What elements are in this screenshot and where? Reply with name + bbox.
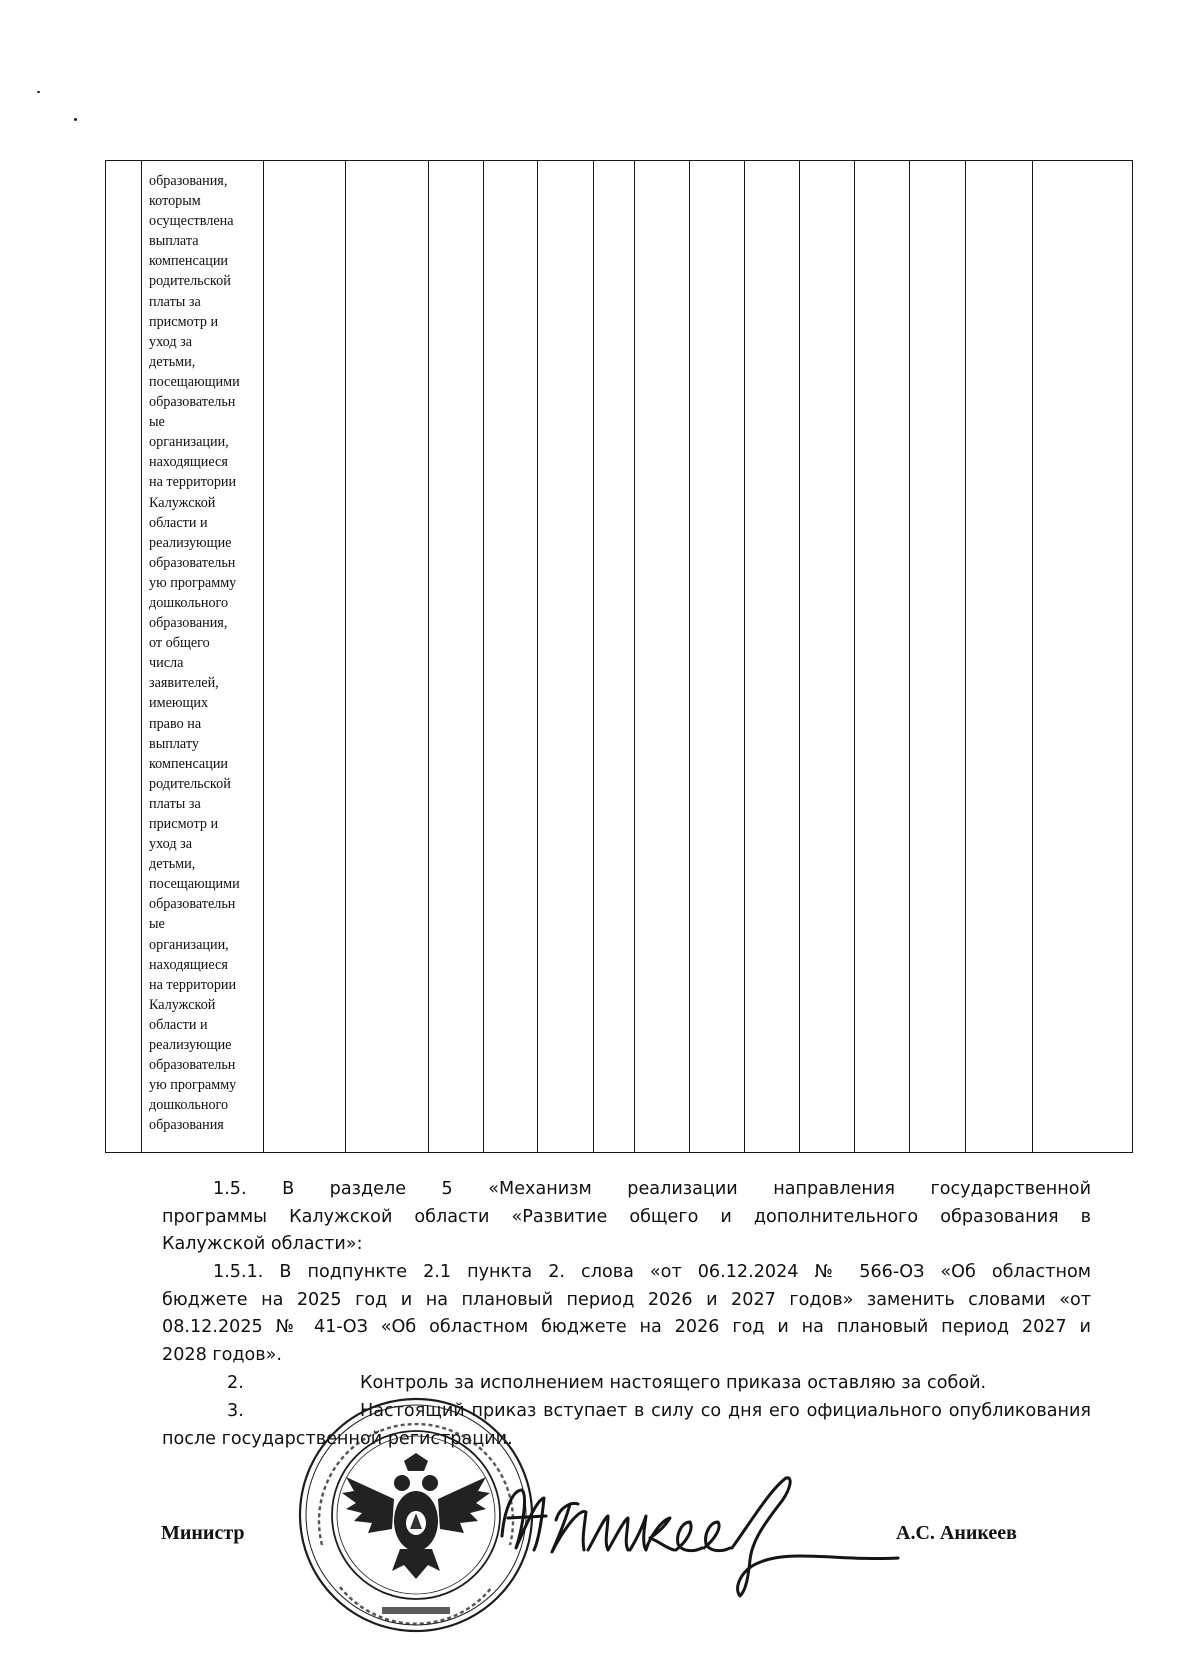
indicators-table xyxy=(105,160,1132,1153)
paragraph-1-5-1 xyxy=(162,1259,1091,1369)
paragraph-line: после государственной регистрации. xyxy=(162,1428,513,1449)
indicators-table-grid xyxy=(105,160,1133,1153)
scan-speck xyxy=(74,118,77,121)
table-cell-number xyxy=(106,161,142,1153)
table-cell xyxy=(745,161,800,1153)
table-row xyxy=(106,161,1133,1153)
table-cell xyxy=(1033,161,1133,1153)
table-cell xyxy=(346,161,429,1153)
paragraph-line xyxy=(162,1370,1091,1398)
paragraph-line: 1.5.1. В подпункте 2.1 пункта 2. слова «от 06.12.2024 № 566-ОЗ «Об областном xyxy=(213,1262,1091,1282)
paragraph-text: Контроль за исполнением настоящего приказа оставляю за собой. xyxy=(360,1373,987,1393)
table-cell xyxy=(484,161,538,1153)
table-cell xyxy=(594,161,635,1153)
table-cell xyxy=(910,161,966,1153)
signer-name: А.С. Аникеев xyxy=(896,1522,1017,1544)
paragraph-line: бюджете на 2025 год и на плановый период 2026 и 2027 годов» заменить словами «от xyxy=(162,1289,1091,1310)
paragraph-line: Калужской области»: xyxy=(162,1234,363,1255)
table-cell xyxy=(800,161,855,1153)
paragraph-line: программы Калужской области «Развитие общего и дополнительного образования в xyxy=(162,1206,1091,1227)
table-cell xyxy=(538,161,594,1153)
paragraph-line: 1.5. В разделе 5 «Механизм реализации направления государственной xyxy=(213,1179,1091,1199)
table-cell-indicator-name: образования, которым осуществлена выплата компенсации родительской платы за присмотр и уход за детьми, посещающими образовательн ые организации, находящиеся на территории Калужской области и реализующие образовательн ую программу дошкольного образования, от общего числа заявителей, имеющих право на выплату компенсации родительской платы за присмотр и уход за детьми, посещающими образовательн ые организации, находящиеся на территории Калужской области и реализующие образовательн ую программу дошкольного образования xyxy=(142,161,264,1153)
signer-position: Министр xyxy=(161,1522,245,1544)
handwritten-signature-icon xyxy=(500,1470,900,1600)
table-cell xyxy=(690,161,745,1153)
paragraph-1-5 xyxy=(162,1176,1091,1259)
paragraph-number: 2. xyxy=(227,1373,244,1393)
paragraph-line: 2028 годов». xyxy=(162,1344,283,1365)
table-cell xyxy=(429,161,484,1153)
table-cell xyxy=(264,161,346,1153)
scan-speck xyxy=(37,91,40,93)
table-cell xyxy=(635,161,690,1153)
paragraph-2 xyxy=(162,1370,1091,1398)
table-cell xyxy=(855,161,910,1153)
paragraph-text: Настоящий приказ вступает в силу со дня его официального опубликования xyxy=(360,1401,1091,1421)
table-cell xyxy=(966,161,1033,1153)
paragraph-line: 08.12.2025 № 41-ОЗ «Об областном бюджете на 2026 год и на плановый период 2027 и xyxy=(162,1317,1091,1338)
paragraph-number: 3. xyxy=(227,1401,244,1421)
